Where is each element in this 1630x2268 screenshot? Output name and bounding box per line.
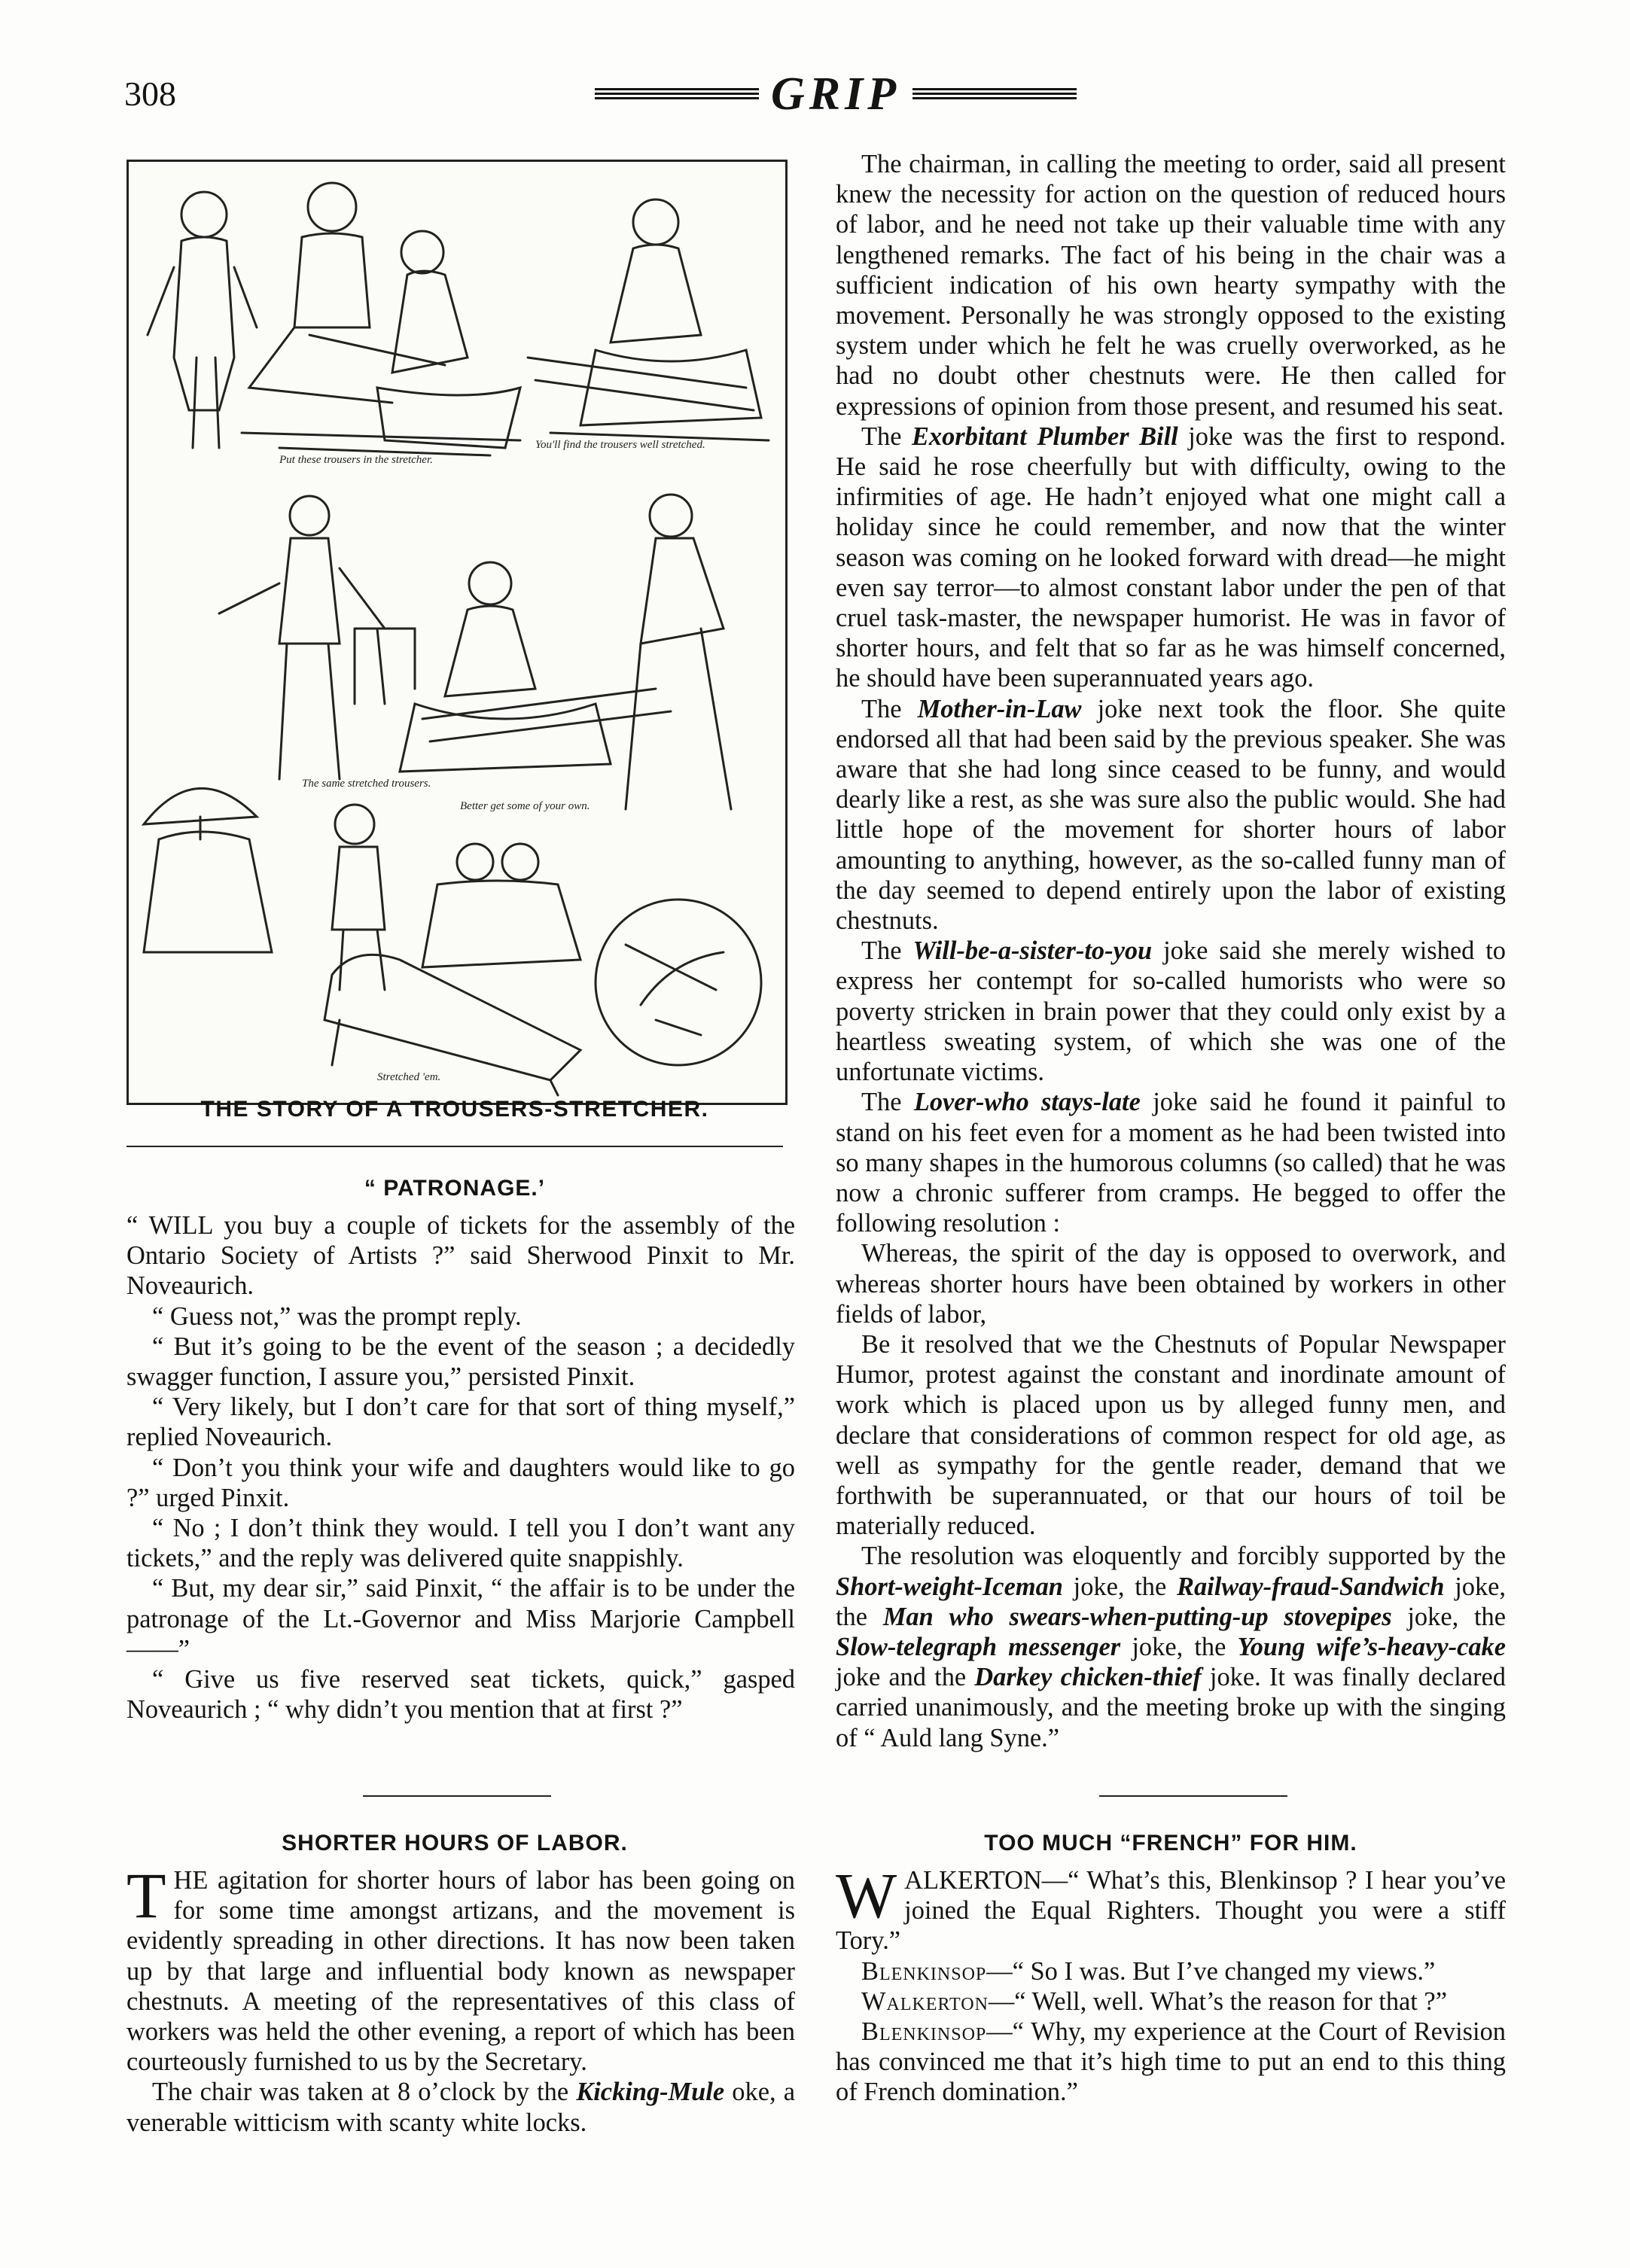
text-run: joke said he found it painful to stand on his feet even for a moment as he had been twisted into so many shapes in the humorous columns (so called) that he was now a chronic sufferer from cramps. He begged to offer the following resolution : [836,1088,1506,1238]
masthead-title: GRIP [770,68,901,120]
text-run: joke, the [836,1572,1506,1631]
text-run: joke next took the floor. She quite endorsed all that had been said by the previous speaker. She was aware that she had long since ceased to be funny, and would dearly like a rest, as she was sure also the public would. She had little hope of the movement for shorter hours of labor amounting to anything, however, as the so-called funny man of the day seemed to depend entirely upon the labor of existing chestnuts. [836,694,1506,936]
speaker-name: Blenkinsop [861,1956,987,1986]
scribble-4: The same stretched trousers. [302,778,431,790]
patronage-paragraph: “ Guess not,” was the prompt reply. [152,1301,522,1331]
divider [363,1795,551,1797]
joke-name: Mother-in-Law [917,694,1082,723]
meeting-report [836,149,1506,1753]
joke-name: Kicking-Mule [576,2078,725,2107]
cartoon-sketch [129,162,785,1103]
meeting-paragraph: The chairman, in calling the meeting to order, said all present knew the necessity for action on the question of reduced hours of labor, and he need not take up their valuable time with any lengthened remarks. The fact of his being in the chair was a sufficient indication of his own hearty sympathy with the movement. Personally he was strongly opposed to the existing system under which he felt he was cruelly overworked, as he had no doubt other chestnuts were. He then called for expressions of opinion from those present, and resumed his seat. [836,150,1506,421]
shorter-hours-paragraph: HE agitation for shorter hours of labor has been going on for some time amongst artizans, and the movement is evidently spreading in other directions. It has now been taken up by that large and influential body known as newspaper chestnuts. A meeting of the representatives of this class of workers was held the other evening, a report of which has been courteously furnished to us by the Secretary. [126,1866,795,2077]
drop-cap: W [836,1859,897,1932]
text-run: joke, the [1120,1632,1238,1661]
joke-name: Young wife’s-heavy-cake [1237,1632,1506,1661]
trousers-stretcher-illustration [126,160,788,1105]
scribble-2: You'll find the trousers well stretched. [535,439,705,451]
masthead-rule-left [595,88,759,100]
joke-name: Darkey chicken-thief [974,1663,1202,1692]
text-run: The [861,936,913,966]
joke-name: Exorbitant Plumber Bill [911,422,1178,451]
text-run: —“ Well, well. What’s the reason for that ?” [988,1986,1447,2016]
page-number: 308 [124,75,176,113]
patronage-article [126,1210,795,1725]
text-run: joke, the [1062,1572,1177,1601]
text-run: The resolution was eloquently and forcibly supported by the [861,1542,1506,1571]
text-run: The [861,694,918,723]
drop-cap: T [126,1859,166,1932]
joke-name: Short-weight-Iceman [836,1572,1063,1601]
meeting-paragraph: Whereas, the spirit of the day is opposed to overwork, and whereas shorter hours have been obtained by workers in other fields of labor, [836,1239,1506,1329]
scribble-3: Better get some of your own. [460,800,590,812]
joke-name: Slow-telegraph messenger [836,1632,1121,1661]
patronage-paragraph: “ But, my dear sir,” said Pinxit, “ the affair is to be under the patronage of the Lt.-Governor and Miss Marjorie Campbell ——” [126,1574,795,1664]
text-run: The [861,422,912,451]
masthead [595,68,1077,120]
masthead-rule-right [912,88,1077,100]
joke-name: Will-be-a-sister-to-you [912,936,1153,966]
patronage-heading: “ PATRONAGE.’ [364,1176,546,1201]
joke-name: Man who swears-when-putting-up stovepipes [882,1602,1392,1631]
text-run: —“ So I was. But I’ve changed my views.” [986,1956,1436,1986]
text-run: joke and the [836,1663,975,1692]
text-run: The chair was taken at 8 o’clock by the [152,2078,577,2107]
patronage-paragraph: “ Don’t you think your wife and daughters would like to go ?” urged Pinxit. [126,1453,795,1512]
shorter-hours-heading: SHORTER HOURS OF LABOR. [282,1831,628,1855]
french-paragraph: ALKERTON—“ What’s this, Blenkinsop ? I hear you’ve joined the Equal Righters. Thought you were a stiff Tory.” [836,1866,1506,1956]
divider [126,1146,783,1147]
meeting-paragraph: Be it resolved that we the Chestnuts of Popular Newspaper Humor, protest against the constant and inordinate amount of work which is placed upon us by alleged funny men, and declare that considerations of common respect for old age, as well as sympathy for the gentle reader, demand that we forthwith be superannuated, or that our hours of toil be materially reduced. [836,1329,1506,1541]
french-heading: TOO MUCH “FRENCH” FOR HIM. [984,1831,1357,1855]
speaker-name: Walkerton [861,1986,989,2016]
scribble-1: Put these trousers in the stretcher. [279,454,433,466]
text-run: The [861,1088,914,1117]
french-article [836,1859,1506,2108]
patronage-paragraph: “ But it’s going to be the event of the season ; a decidedly swagger function, I assure you,” persisted Pinxit. [126,1332,795,1392]
joke-name: Railway-fraud-Sandwich [1177,1572,1445,1601]
patronage-paragraph: “ No ; I don’t think they would. I tell you I don’t want any tickets,” and the reply was delivered quite snappishly. [126,1514,795,1573]
text-run: —“ Why, my experience at the Court of Revision has convinced me that it’s high time to put an end to this thing of French domination.” [836,2017,1506,2107]
joke-name: Lover-who stays-late [913,1088,1141,1117]
patronage-paragraph: “ Give us five reserved seat tickets, quick,” gasped Noveaurich ; “ why didn’t you mention that at first ?” [126,1665,795,1725]
text-run: joke, the [1391,1602,1506,1631]
patronage-paragraph: “ WILL you buy a couple of tickets for the assembly of the Ontario Society of Artists ?” said Sherwood Pinxit to Mr. Noveaurich. [126,1211,795,1301]
scribble-5: Stretched 'em. [377,1071,441,1083]
text-run: joke said she merely wished to express her contempt for so-called humorists who were so poverty stricken in brain power that they could only exist by a heartless sweating system, of which she was one of the unfortunate victims. [836,936,1506,1087]
text-run: oke, a venerable witticism with scanty white locks. [126,2078,795,2137]
speaker-name: Blenkinsop [861,2017,987,2047]
patronage-paragraph: “ Very likely, but I don’t care for that sort of thing myself,” replied Noveaurich. [126,1393,795,1452]
illustration-caption: THE STORY OF A TROUSERS-STRETCHER. [200,1097,709,1122]
shorter-hours-article [126,1859,795,2138]
text-run: joke. It was finally declared carried unanimously, and the meeting broke up with the singing of “ Auld lang Syne.” [836,1663,1507,1752]
text-run: joke was the first to respond. He said he rose cheerfully but with difficulty, owing to the infirmities of age. He hadn’t enjoyed what one might call a holiday since he could remember, and now that the winter season was coming on he looked forward with dread—he might even say terror—to almost constant labor under the pen of that cruel task-master, the newspaper humorist. He was in favor of shorter hours, and felt that so far as he was himself concerned, he should have been superannuated years ago. [836,422,1506,693]
divider [1099,1795,1287,1797]
